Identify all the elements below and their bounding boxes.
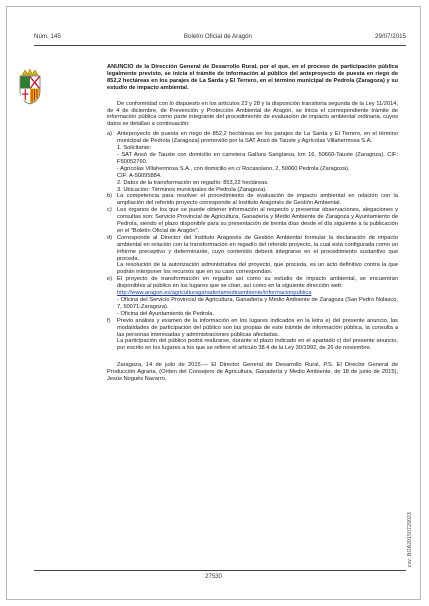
item-d-text: Corresponde al Director del Instituto Aragonés de Gestión Ambiental formular la declaración de impacto ambiental en relación con la transformación en regadío del referido proyecto, la cual está configurada como un informe preceptivo y determinante, cuyo contenido deberá integrarse en el procedimiento sustantivo que proceda. bbox=[117, 234, 398, 262]
list-item-e bbox=[107, 276, 398, 317]
list-item-a bbox=[107, 131, 398, 193]
item-marker: c) bbox=[107, 207, 112, 214]
item-marker: a) bbox=[107, 131, 113, 138]
cve-code: csv: BOA20150729023 bbox=[407, 512, 413, 568]
item-marker: f) bbox=[107, 317, 111, 324]
announcement-body bbox=[107, 64, 398, 383]
item-d-text-2: La resolución de la autorización administrativa del proyecto, que proceda, es un acto definitivo contra la que podrán interponer los recursos que en su caso correspondan. bbox=[117, 262, 398, 276]
page-header bbox=[34, 33, 406, 40]
item-a-cif: CIF: A-50095884. bbox=[117, 172, 162, 179]
list-item-b bbox=[107, 193, 398, 207]
list-item-f bbox=[107, 318, 398, 353]
announcement-title: ANUNCIO de la Dirección General de Desarrollo Rural, por el que, en el proceso de participación pública legalmente previsto, se inicia el trámite de información al público del anteproyecto de puesta en riego de 852,2 hectáreas en los parajes de La Sarda y El Terrero, en el término municipal de Pedrola (Zaragoza) y su estudio de impacto ambiental. bbox=[107, 64, 398, 91]
item-f-text-2: La participación del público podrá realizarse, durante el plazo indicado en el apartado c) del presente anuncio, por escrito en los lugares a los que se refiere el artículo 38.4 de la Ley 30/1992, de 26 de noviembre. bbox=[117, 338, 398, 352]
publication-date: 29/07/2015 bbox=[375, 33, 406, 40]
item-b-text: La competencia para resolver el procedimiento de evaluación de impacto ambiental en relación con la ampliación del referido proyecto corresponde al Instituto Aragonés de Gestión Ambiental. bbox=[117, 193, 398, 207]
item-a-applicant-1: - SAT Ansó de Tauste con domicilio en carretera Gallura Sangüesa, km 16, 50660-Tauste (Zaragoza). CIF: F50052760. bbox=[117, 151, 398, 165]
issue-number: Núm. 145 bbox=[34, 33, 61, 40]
item-a-data: 2. Datos de la transformación en regadío: 853,22 hectáreas. bbox=[117, 179, 269, 186]
intro-paragraph: De conformidad con lo dispuesto en los artículos 23 y 28 y la disposición transitoria segunda de la Ley 11/2014, de 4 de diciembre, de Prevención y Protección Ambiental de Aragón, se inicia el correspondiente trámite de información pública como parte integrante del procedimiento de evaluación de impacto ambiental ordinaria, cuyos datos se detallan a continuación: bbox=[107, 100, 398, 128]
list-item-c bbox=[107, 207, 398, 235]
item-c-text: Los órganos de los que se puede obtener información al respecto y presentar observaciones, alegaciones y consultas son: Servicio Provincial de Agricultura, Ganadería y Medio Ambiente de Zaragoza y Ayuntamiento de Pedrola, siendo el plazo disponible para su presentación de treinta días desde el día siguiente a la publicación en el "Boletín Oficial de Aragón". bbox=[117, 207, 398, 234]
item-marker: b) bbox=[107, 193, 113, 200]
item-a-applicant-2: - Agrícolas Villahermosa S.A., con domicilio en c/ Rocasolano, 2, 50060 Pedrola (Zaragoza). bbox=[117, 165, 350, 172]
item-a-text: Anteproyecto de puesta en riego de 852,2 hectáreas en los parajes de La Sarda y El Terrero, en el término municipal de Pedrola (Zaragoza) promovido por la SAT Ansó de Tauste y Agrícolas Villahermosa S.A. bbox=[117, 131, 398, 145]
aragon-coat-of-arms-icon bbox=[17, 69, 43, 105]
journal-name: Boletín Oficial de Aragón bbox=[183, 33, 252, 40]
footer-divider bbox=[34, 570, 406, 571]
item-e-text: El proyecto de transformación en regadío así como su estudio de impacto ambiental, se encuentran disponibles al público en los lugares que se citan, así como en la siguiente dirección web: bbox=[117, 276, 398, 290]
items-list bbox=[107, 131, 398, 352]
header-divider bbox=[34, 45, 406, 46]
item-marker: d) bbox=[107, 234, 113, 241]
info-publica-link[interactable]: http://www.aragon.es/agriculturaganaderiamedioambiente/informacionpublica bbox=[117, 290, 312, 297]
list-item-d bbox=[107, 235, 398, 276]
document-page bbox=[6, 6, 421, 600]
item-e-office-1: - Oficina del Servicio Provincial de Agricultura, Ganadería y Medio Ambiente de Zaragoza (San Pedro Nolasco, 7, 50071-Zaragoza). bbox=[117, 297, 398, 310]
item-a-applicant: 1. Solicitante: bbox=[117, 145, 152, 152]
item-marker: e) bbox=[107, 276, 113, 283]
closing-signature: Zaragoza, 14 de julio de 2015.— El Director General de Desarrollo Rural, P.S. El Director General de Producción Agraria, (Orden del Consejero de Agricultura, Ganadería y Medio Ambiente, de 18 de junio de 2015), Jesús Nogués Navarro. bbox=[107, 362, 398, 383]
item-e-office-2: - Oficina del Ayuntamiento de Pedrola. bbox=[117, 310, 214, 317]
item-a-location: 3. Ubicación: Términos municipales de Pedrola (Zaragoza). bbox=[117, 186, 267, 193]
item-f-text: Previo análisis y examen de la información en los lugares indicados en la letra e) del presente anuncio, las modalidades de participación del público son las propias de este trámite de información pública, la consulta a las personas interesadas y administraciones públicas afectadas. bbox=[117, 317, 398, 338]
page-number: 27530 bbox=[205, 574, 222, 580]
